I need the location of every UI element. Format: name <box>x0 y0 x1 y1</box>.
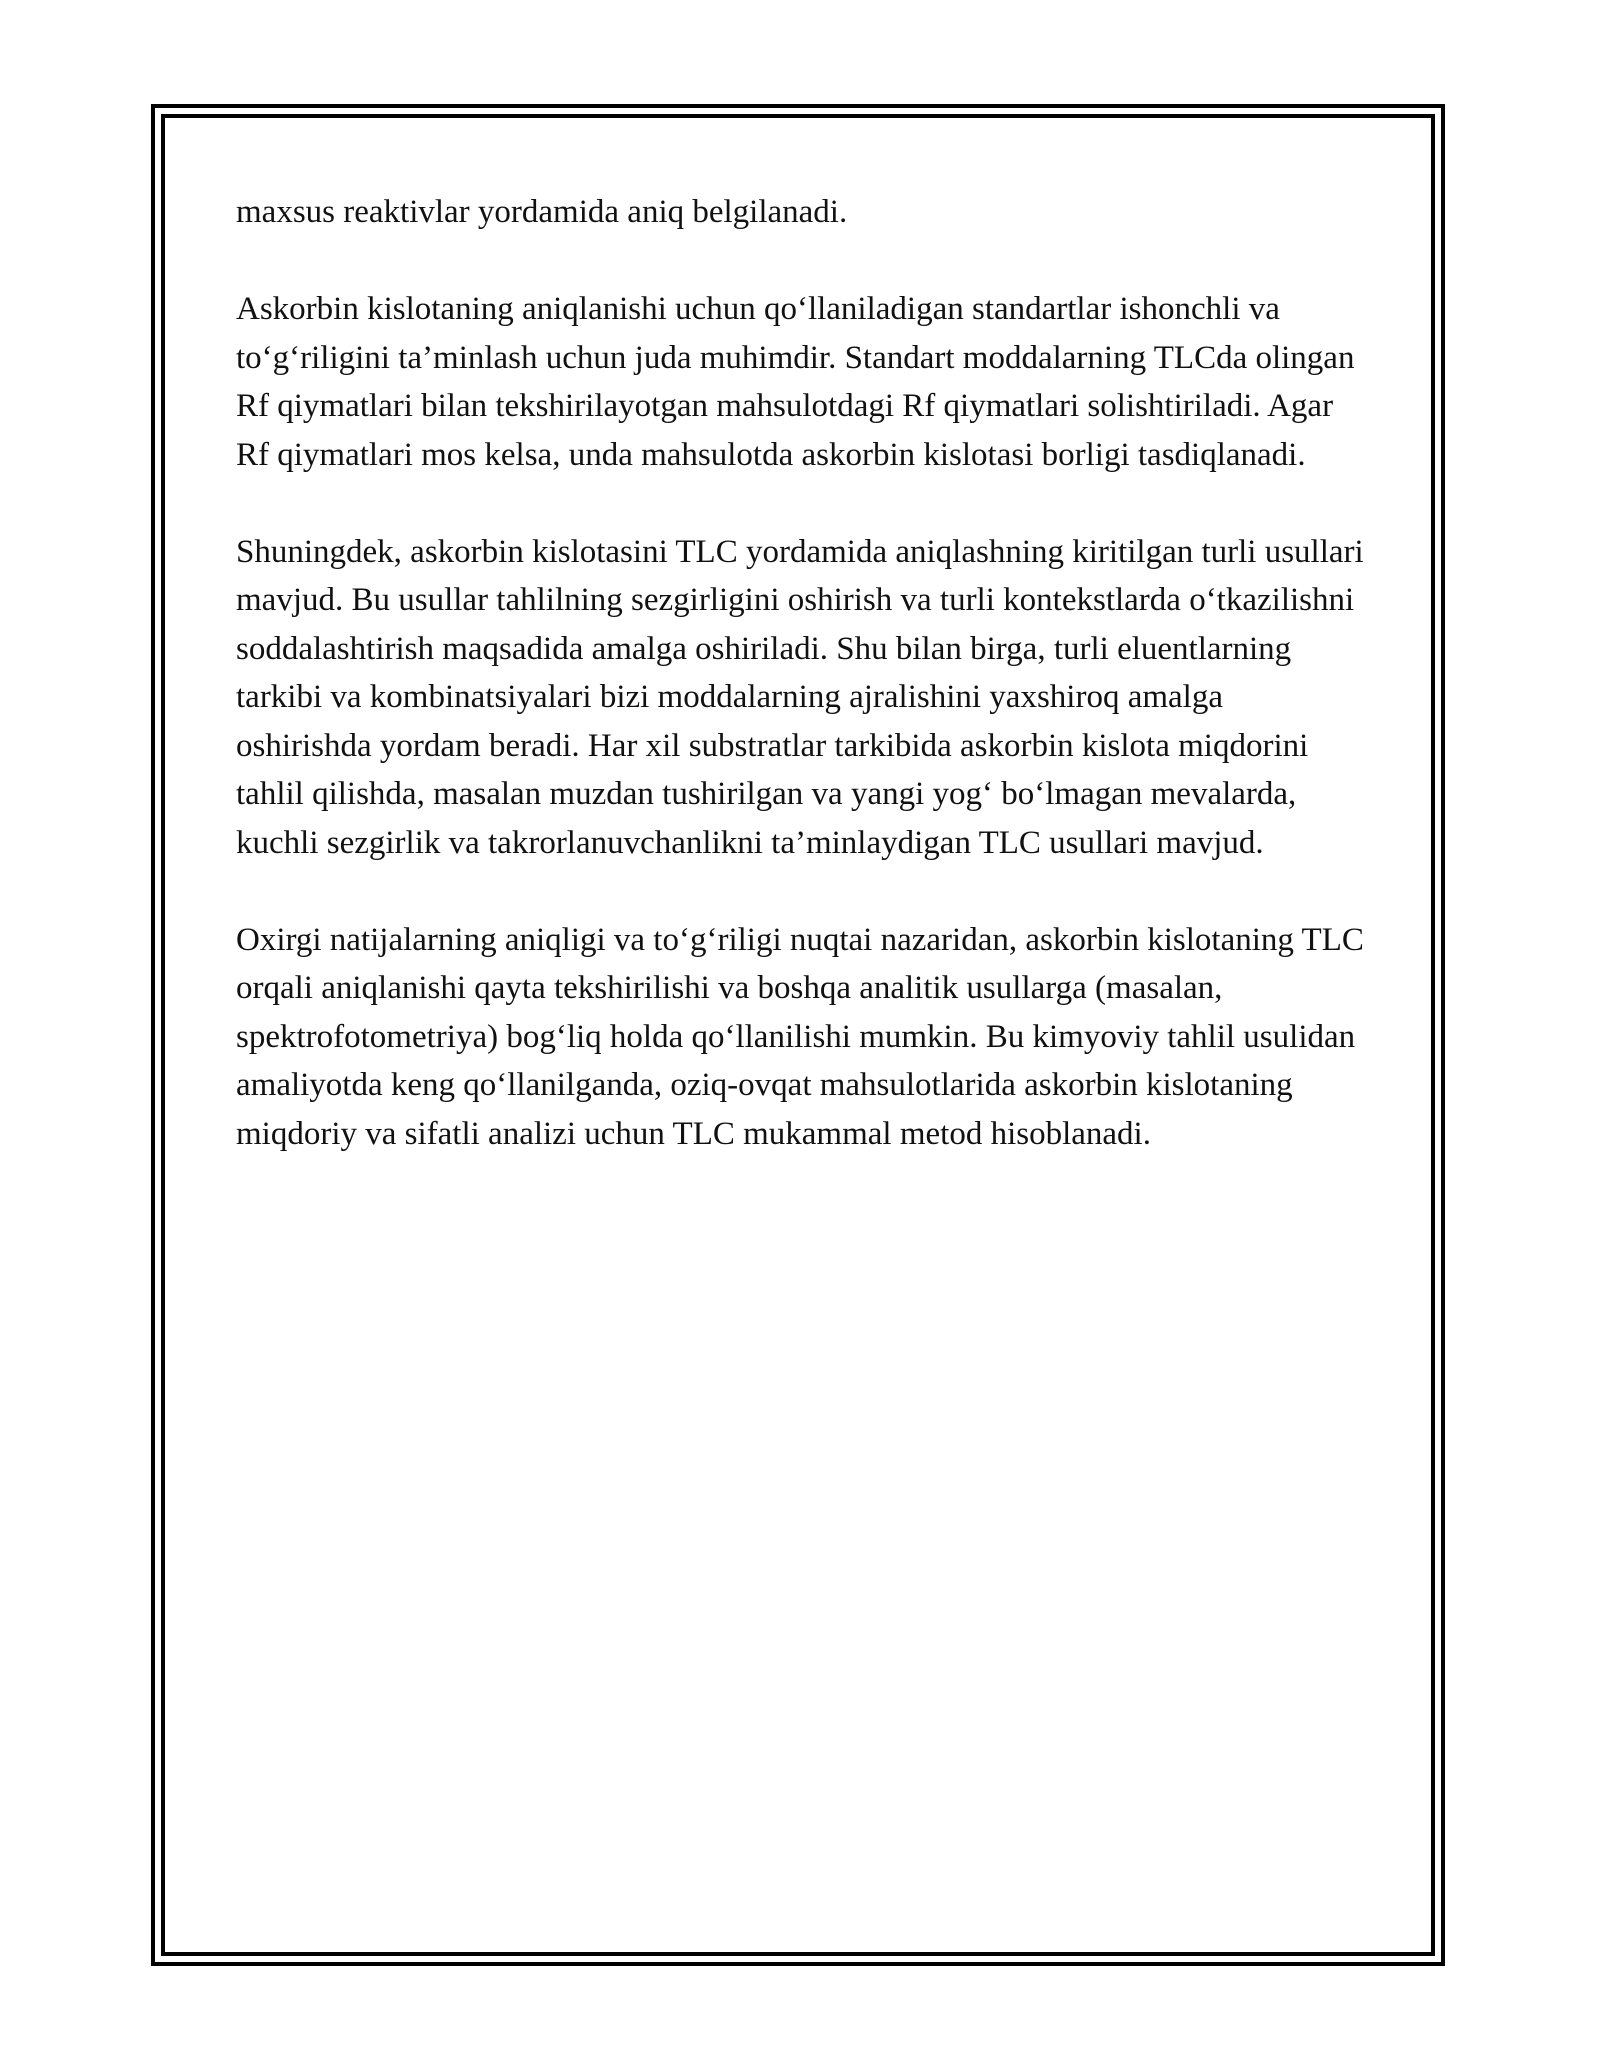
paragraph-conclusion: Oxirgi natijalarning aniqligi va to‘g‘riligi nuqtai nazaridan, askorbin kislotaning TLC orqali aniqlanishi qayta tekshirilishi va boshqa analitik usullarga (masalan, spektrofotometriya) bog‘liq holda qo‘llanilishi mumkin. Bu kimyoviy tahlil usulidan amaliyotda keng qo‘llanilganda, oziq-ovqat mahsulotlarida askorbin kislotaning miqdoriy va sifatli analizi uchun TLC mukammal metod hisoblanadi. <box>236 921 1364 1152</box>
paragraph-continuation: maxsus reaktivlar yordamida aniq belgilanadi. <box>236 194 848 230</box>
page-content <box>236 188 1366 1207</box>
paragraph-methods: Shuningdek, askorbin kislotasini TLC yordamida aniqlashning kiritilgan turli usullari mavjud. Bu usullar tahlilning sezgirligini oshirish va turli kontekstlarda o‘tkazilishni soddalashtirish maqsadida amalga oshiriladi. Shu bilan birga, turli eluentlarning tarkibi va kombinatsiyalari bizi moddalarning ajralishini yaxshiroq amalga oshirishda yordam beradi. Har xil substratlar tarkibida askorbin kislota miqdorini tahlil qilishda, masalan muzdan tushirilgan va yangi yog‘ bo‘lmagan mevalarda, kuchli sezgirlik va takrorlanuvchanlikni ta’minlaydigan TLC usullari mavjud. <box>236 533 1364 861</box>
paragraph-standards: Askorbin kislotaning aniqlanishi uchun qo‘llaniladigan standartlar ishonchli va to‘g‘riligini ta’minlash uchun juda muhimdir. Standart moddalarning TLCda olingan Rf qiymatlari bilan tekshirilayotgan mahsulotdagi Rf qiymatlari solishtiriladi. Agar Rf qiymatlari mos kelsa, unda mahsulotda askorbin kislotasi borligi tasdiqlanadi. <box>236 291 1355 473</box>
